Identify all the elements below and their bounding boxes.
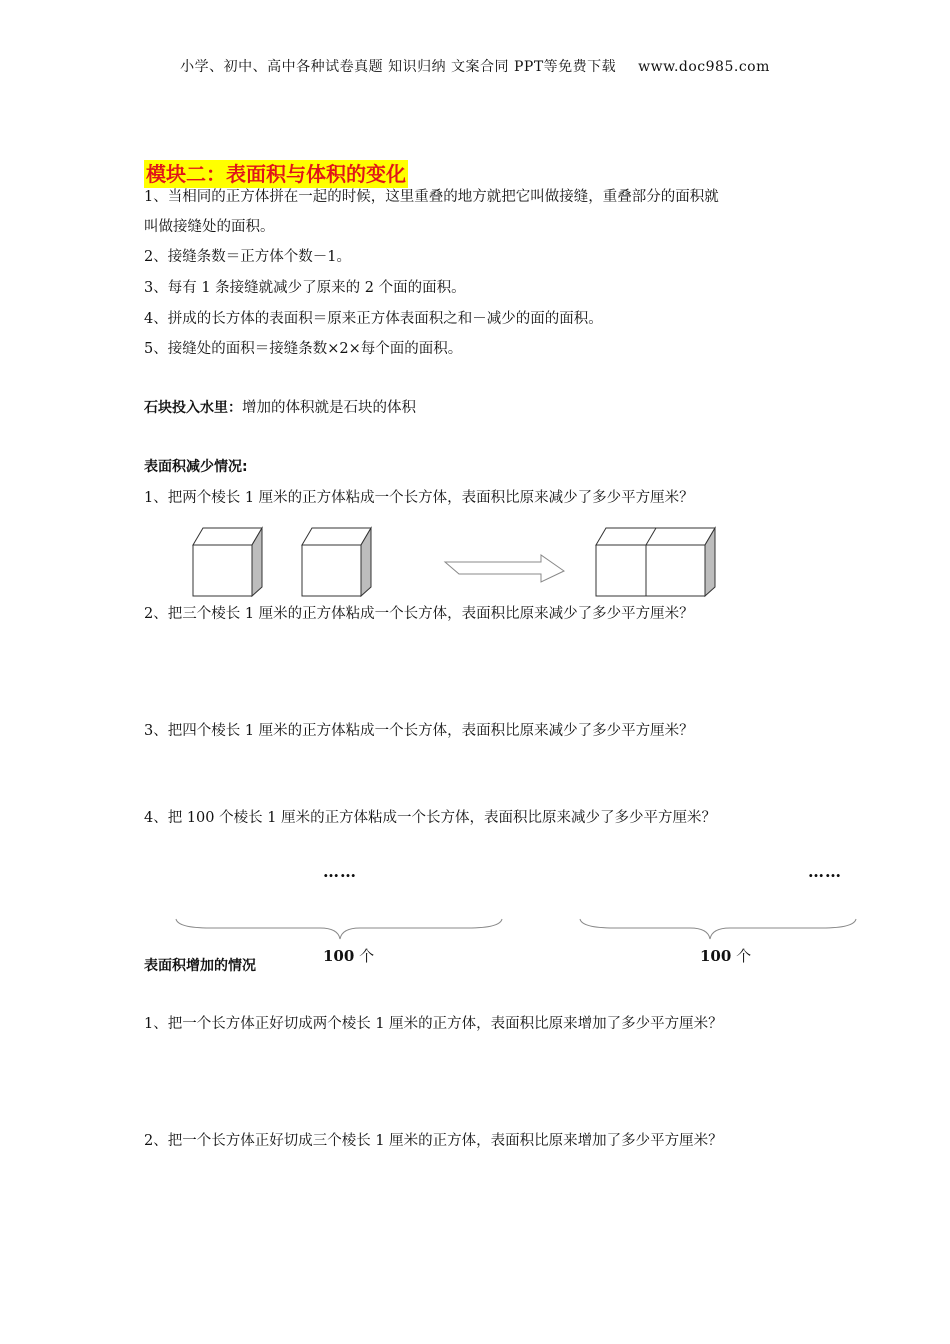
count-left-number: 100 [323,947,355,965]
stone-text: 增加的体积就是石块的体积 [242,400,416,416]
increase-question-2: 2、把一个长方体正好切成三个棱长 1 厘米的正方体，表面积比原来增加了多少平方厘米？ [144,1133,723,1149]
rule-3: 3、每有 1 条接缝就减少了原来的 2 个面的面积。 [144,280,466,296]
dots-left: …… [323,862,357,881]
rule-5: 5、接缝处的面积＝接缝条数×2×每个面的面积。 [144,341,463,357]
decrease-question-3: 3、把四个棱长 1 厘米的正方体粘成一个长方体，表面积比原来减少了多少平方厘米？ [144,723,694,739]
rule-1-line-2: 叫做接缝处的面积。 [144,219,275,235]
decrease-question-4: 4、把 100 个棱长 1 厘米的正方体粘成一个长方体，表面积比原来减少了多少平方厘米？ [144,810,717,826]
stone-label: 石块投入水里： [144,400,242,416]
count-left-unit: 个 [354,947,375,965]
count-right [700,945,751,966]
brace-right [580,919,856,939]
page-header [0,56,950,76]
dots-right: …… [808,862,842,881]
brace-left [176,919,502,939]
decrease-question-2: 2、把三个棱长 1 厘米的正方体粘成一个长方体，表面积比原来减少了多少平方厘米？ [144,606,694,622]
decrease-question-1: 1、把两个棱长 1 厘米的正方体粘成一个长方体，表面积比原来减少了多少平方厘米？ [144,490,694,506]
cube-middle [302,528,371,596]
rule-4: 4、拼成的长方体的表面积＝原来正方体表面积之和－减少的面的面积。 [144,311,603,327]
count-left [323,945,374,966]
cubes-figure [180,520,740,602]
cube-left [193,528,262,596]
braces-figure [170,915,870,945]
stone-rule [144,398,416,418]
rule-2: 2、接缝条数＝正方体个数－1。 [144,249,351,265]
rule-1-line-1: 1、当相同的正方体拼在一起的时候，这里重叠的地方就把它叫做接缝，重叠部分的面积就 [144,189,719,205]
count-right-unit: 个 [731,947,752,965]
joined-cuboid [596,528,715,596]
count-right-number: 100 [700,947,732,965]
header-url[interactable]: www.doc985.com [638,59,770,75]
section-title: 模块二：表面积与体积的变化 [146,162,406,186]
increase-heading: 表面积增加的情况 [144,958,256,974]
decrease-heading: 表面积减少情况: [144,459,248,475]
header-text: 小学、初中、高中各种试卷真题 知识归纳 文案合同 PPT等免费下载 [180,59,617,75]
increase-question-1: 1、把一个长方体正好切成两个棱长 1 厘米的正方体，表面积比原来增加了多少平方厘米？ [144,1016,723,1032]
arrow-right-icon [445,555,564,582]
